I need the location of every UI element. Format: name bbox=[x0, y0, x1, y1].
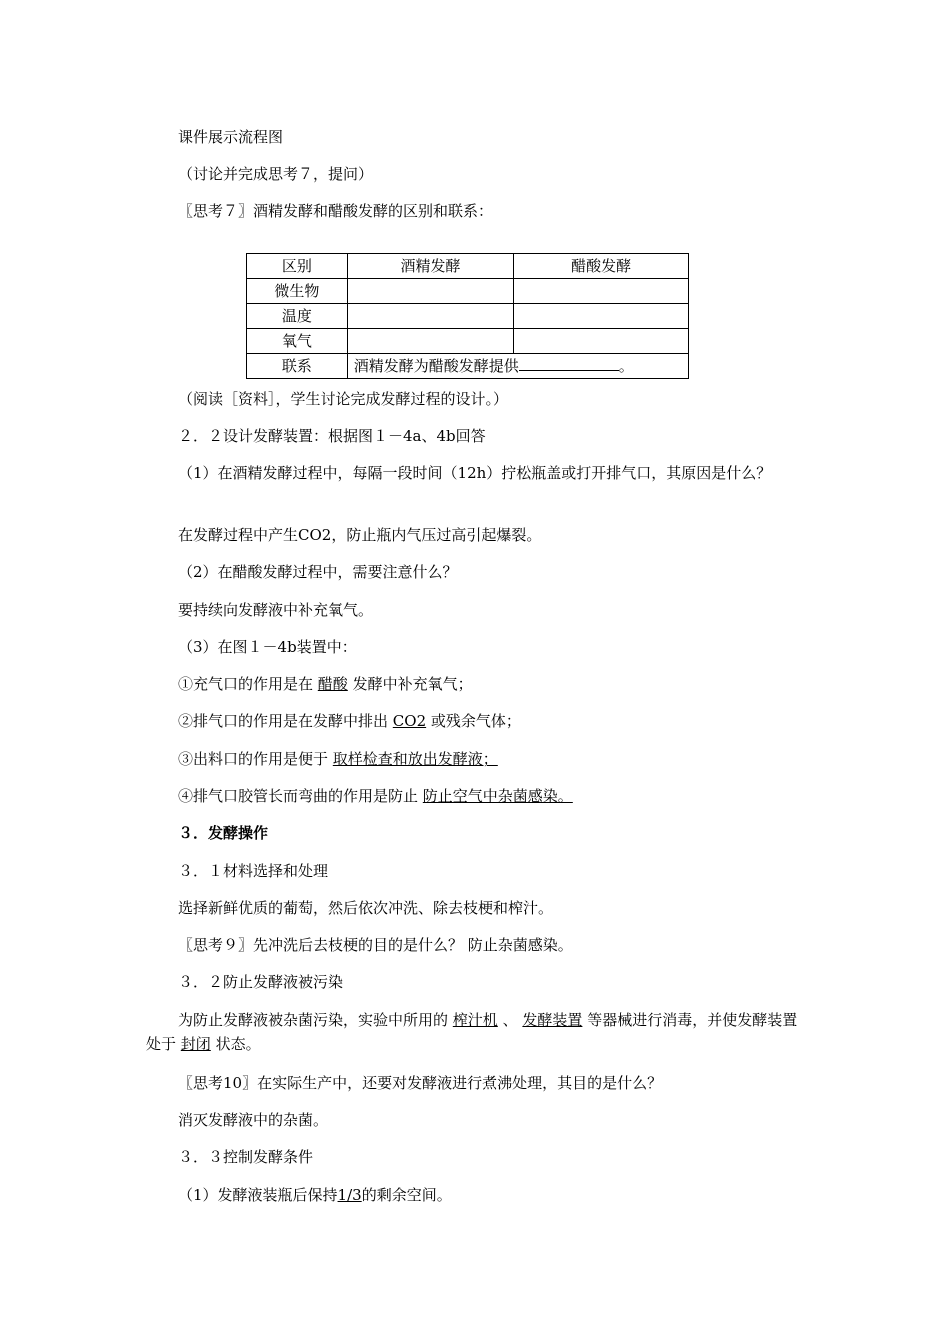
table-cell bbox=[514, 329, 689, 354]
text-span: （1）发酵液装瓶后保持 bbox=[178, 1186, 338, 1204]
table-cell bbox=[347, 329, 514, 354]
text-paragraph bbox=[146, 1008, 806, 1056]
text-span: ②排气口的作用是在发酵中排出 bbox=[178, 712, 389, 730]
text-line: 课件展示流程图 bbox=[178, 128, 284, 146]
table-cell: 氧气 bbox=[247, 329, 348, 354]
text-line: 要持续向发酵液中补充氧气。 bbox=[178, 601, 374, 619]
text-line bbox=[178, 711, 521, 731]
answer-underline: 防止空气中杂菌感染。 bbox=[422, 787, 573, 805]
text-line: （讨论并完成思考７，提问） bbox=[178, 165, 374, 183]
table-header-cell: 酒精发酵 bbox=[347, 254, 514, 279]
answer-underline: 1/3 bbox=[337, 1186, 362, 1204]
answer-underline: 封闭 bbox=[180, 1035, 211, 1053]
link-end: 。 bbox=[618, 357, 634, 375]
text-line: 消灭发酵液中的杂菌。 bbox=[178, 1111, 329, 1129]
text-line bbox=[178, 1185, 452, 1205]
table-cell: 温度 bbox=[247, 304, 348, 329]
text-line: 〖思考７〗酒精发酵和醋酸发酵的区别和联系： bbox=[178, 202, 494, 220]
table-cell bbox=[514, 304, 689, 329]
table-header-row bbox=[247, 254, 689, 279]
table-header-cell: 区别 bbox=[247, 254, 348, 279]
answer-underline: 醋酸 bbox=[317, 675, 348, 693]
text-line: （2）在醋酸发酵过程中，需要注意什么？ bbox=[178, 563, 458, 581]
table-row bbox=[247, 279, 689, 304]
text-span: ③出料口的作用是便于 bbox=[178, 750, 329, 768]
fill-blank bbox=[519, 355, 619, 371]
text-line: ２．２设计发酵装置：根据图１－4a、4b回答 bbox=[178, 427, 486, 445]
text-span: 的剩余空间。 bbox=[361, 1186, 452, 1204]
table-row bbox=[247, 304, 689, 329]
text-line: （3）在图１－4b装置中： bbox=[178, 638, 357, 656]
table-row bbox=[247, 329, 689, 354]
table-cell bbox=[347, 304, 514, 329]
text-line bbox=[178, 749, 498, 769]
text-span: 、 bbox=[502, 1011, 518, 1029]
text-span: 为防止发酵液被杂菌污染，实验中所用的 bbox=[178, 1011, 449, 1029]
table-cell bbox=[347, 279, 514, 304]
text-span: ①充气口的作用是在 bbox=[178, 675, 314, 693]
text-span: 等器械进行消毒，并使发酵装置处于 bbox=[146, 1011, 798, 1053]
text-line: 在发酵过程中产生CO2，防止瓶内气压过高引起爆裂。 bbox=[178, 526, 542, 544]
text-line: ３．３控制发酵条件 bbox=[178, 1148, 314, 1166]
table-cell: 联系 bbox=[247, 354, 348, 379]
section-heading: ３．发酵操作 bbox=[178, 824, 269, 842]
link-cell bbox=[347, 354, 688, 379]
text-span: 状态。 bbox=[215, 1035, 261, 1053]
text-line: （阅读［资料］，学生讨论完成发酵过程的设计。） bbox=[178, 390, 509, 408]
comparison-table bbox=[246, 253, 689, 379]
text-span: ④排气口胶管长而弯曲的作用是防止 bbox=[178, 787, 419, 805]
text-line: ３．１材料选择和处理 bbox=[178, 862, 329, 880]
answer-underline: 取样检查和放出发酵液； bbox=[332, 750, 498, 768]
table-cell bbox=[514, 279, 689, 304]
text-line: 〖思考９〗先冲洗后去枝梗的目的是什么？ 防止杂菌感染。 bbox=[178, 936, 573, 954]
text-line bbox=[178, 674, 473, 694]
table-header-cell: 醋酸发酵 bbox=[514, 254, 689, 279]
text-line: 选择新鲜优质的葡萄，然后依次冲洗、除去枝梗和榨汁。 bbox=[178, 899, 554, 917]
text-line: 〖思考10〗在实际生产中，还要对发酵液进行煮沸处理，其目的是什么？ bbox=[178, 1074, 663, 1092]
text-line: ３．２防止发酵液被污染 bbox=[178, 973, 344, 991]
text-span: 发酵中补充氧气； bbox=[352, 675, 473, 693]
text-line bbox=[178, 786, 573, 806]
text-span: 或残余气体； bbox=[430, 712, 521, 730]
text-paragraph: （1）在酒精发酵过程中，每隔一段时间（12h）拧松瓶盖或打开排气口，其原因是什么？ bbox=[178, 464, 772, 482]
answer-underline: 发酵装置 bbox=[522, 1011, 583, 1029]
link-text: 酒精发酵为醋酸发酵提供 bbox=[353, 357, 519, 375]
table-cell: 微生物 bbox=[247, 279, 348, 304]
answer-underline: CO2 bbox=[392, 712, 427, 730]
table-row-link bbox=[247, 354, 689, 379]
answer-underline: 榨汁机 bbox=[452, 1011, 498, 1029]
